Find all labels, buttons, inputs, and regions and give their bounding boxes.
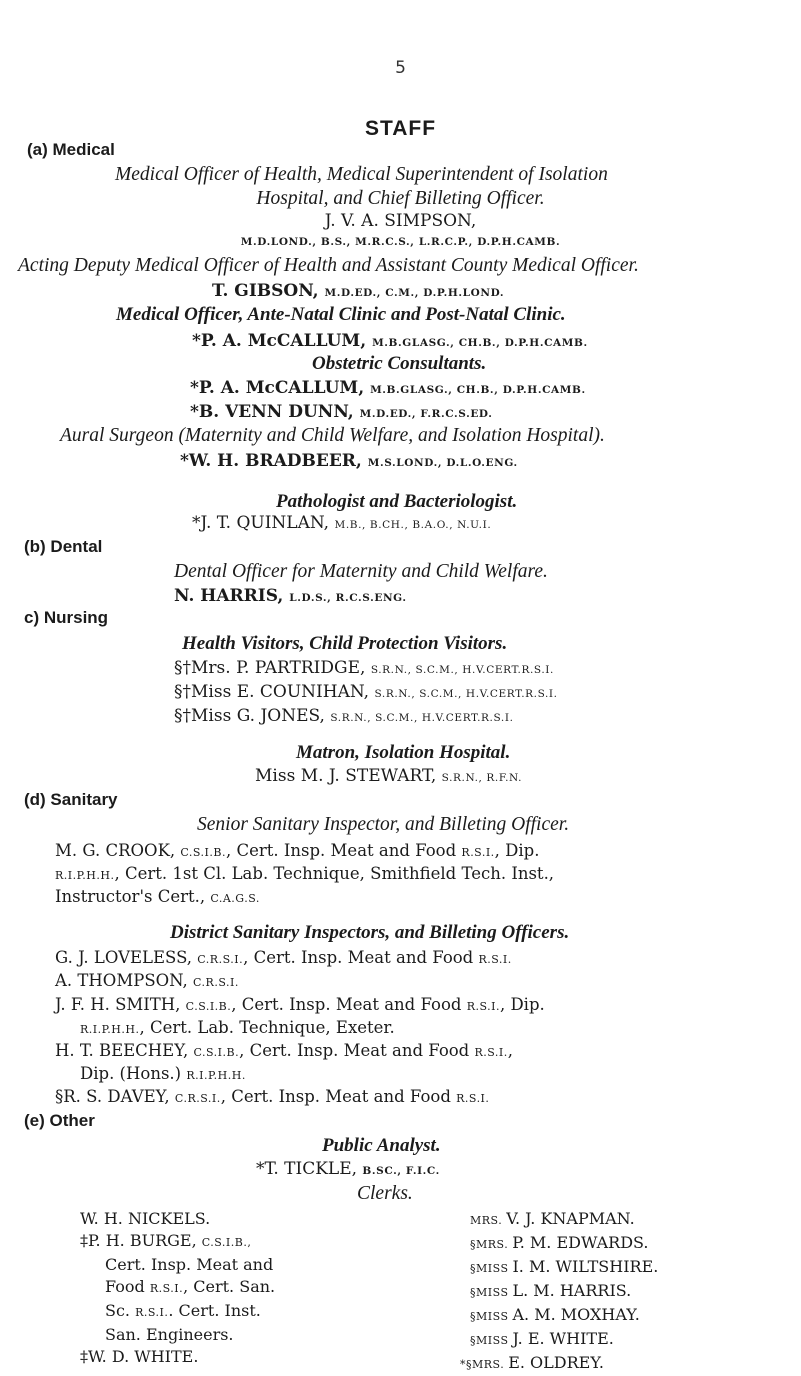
deputy-role: Acting Deputy Medical Officer of Health and Assistant County Medical Officer. <box>18 255 639 276</box>
health-visitor-1: §†Mrs. P. PARTRIDGE, S.R.N., S.C.M., H.V.CERT.R.S.I. <box>174 658 554 678</box>
district-inspector-2: A. THOMPSON, C.R.S.I. <box>55 971 239 990</box>
clerk-entry: ‡W. D. WHITE. <box>80 1347 199 1366</box>
section-heading-sanitary: (d) Sanitary <box>24 790 118 809</box>
clerk-entry: ‡P. H. BURGE, C.S.I.B., <box>80 1231 252 1250</box>
senior-inspector-line-1: M. G. CROOK, C.S.I.B., Cert. Insp. Meat and Food R.S.I., Dip. <box>55 841 540 860</box>
obstetric-name-1: *P. A. McCALLUM, M.B.GLASG., CH.B., D.P.H.CAMB. <box>190 378 586 398</box>
clerk-entry-cont: Cert. Insp. Meat and <box>105 1255 274 1274</box>
moh-role-line-2: Hospital, and Chief Billeting Officer. <box>256 188 545 209</box>
dental-name: N. HARRIS, L.D.S., R.C.S.ENG. <box>174 586 407 606</box>
moh-qualifications: M.D.LOND., B.S., M.R.C.S., L.R.C.P., D.P.H.CAMB. <box>240 236 561 248</box>
district-inspector-1: G. J. LOVELESS, C.R.S.I., Cert. Insp. Meat and Food R.S.I. <box>55 948 512 967</box>
aural-name: *W. H. BRADBEER, M.S.LOND., D.L.O.ENG. <box>180 451 518 471</box>
matron-name: Miss M. J. STEWART, S.R.N., R.F.N. <box>255 766 523 786</box>
clerks-heading: Clerks. <box>357 1183 413 1204</box>
obstetric-role: Obstetric Consultants. <box>312 353 487 374</box>
clerk-entry-cont: Sc. R.S.I.. Cert. Inst. <box>105 1301 261 1320</box>
clerk-entry: *§MRS. E. OLDREY. <box>460 1353 604 1372</box>
page-title: STAFF <box>364 117 437 140</box>
clerk-entry: §MRS. P. M. EDWARDS. <box>470 1233 649 1252</box>
pathologist-role: Pathologist and Bacteriologist. <box>276 491 518 512</box>
moh-name: J. V. A. SIMPSON, <box>324 211 477 231</box>
section-heading-dental: (b) Dental <box>24 537 103 556</box>
analyst-role: Public Analyst. <box>322 1135 441 1156</box>
clerk-entry-cont: Food R.S.I., Cert. San. <box>105 1277 276 1296</box>
clerk-entry: §MISS I. M. WILTSHIRE. <box>470 1257 659 1276</box>
health-visitor-3: §†Miss G. JONES, S.R.N., S.C.M., H.V.CERT.R.S.I. <box>174 706 514 726</box>
clerk-entry: §MISS L. M. HARRIS. <box>470 1281 632 1300</box>
section-heading-medical: (a) Medical <box>27 140 115 159</box>
matron-role: Matron, Isolation Hospital. <box>296 742 511 763</box>
section-heading-nursing: c) Nursing <box>24 608 109 627</box>
deputy-name: T. GIBSON, M.D.ED., C.M., D.P.H.LOND. <box>212 281 505 301</box>
analyst-name: *T. TICKLE, B.SC., F.I.C. <box>256 1159 440 1179</box>
section-heading-other: (e) Other <box>24 1111 95 1130</box>
moh-role-line-1: Medical Officer of Health, Medical Superintendent of Isolation <box>115 164 608 185</box>
senior-inspector-role: Senior Sanitary Inspector, and Billeting Officer. <box>197 814 570 835</box>
district-inspector-5: §R. S. DAVEY, C.R.S.I., Cert. Insp. Meat and Food R.S.I. <box>55 1087 490 1106</box>
clerks-left-column <box>80 1208 275 1368</box>
senior-inspector-line-3: Instructor's Cert., C.A.G.S. <box>55 887 260 906</box>
aural-role: Aural Surgeon (Maternity and Child Welfare, and Isolation Hospital). <box>60 425 605 446</box>
senior-inspector-line-2: R.I.P.H.H., Cert. 1st Cl. Lab. Technique, Smithfield Tech. Inst., <box>55 864 555 883</box>
clerk-entry: §MISS A. M. MOXHAY. <box>470 1305 640 1324</box>
district-inspector-4-cont: Dip. (Hons.) R.I.P.H.H. <box>80 1064 246 1083</box>
pathologist-name: *J. T. QUINLAN, M.B., B.CH., B.A.O., N.U.I. <box>192 513 492 533</box>
health-visitors-role: Health Visitors, Child Protection Visitors. <box>182 633 508 654</box>
district-inspector-3: J. F. H. SMITH, C.S.I.B., Cert. Insp. Meat and Food R.S.I., Dip. <box>55 995 545 1014</box>
page-number: 5 <box>395 58 406 78</box>
clerk-entry: MRS. V. J. KNAPMAN. <box>470 1209 635 1228</box>
obstetric-name-2: *B. VENN DUNN, M.D.ED., F.R.C.S.ED. <box>190 402 493 422</box>
district-inspector-4: H. T. BEECHEY, C.S.I.B., Cert. Insp. Meat and Food R.S.I., <box>55 1041 514 1060</box>
antenatal-role: Medical Officer, Ante-Natal Clinic and Post-Natal Clinic. <box>116 304 566 325</box>
district-inspectors-role: District Sanitary Inspectors, and Billeting Officers. <box>170 922 570 943</box>
clerks-right-column <box>460 1208 659 1376</box>
antenatal-name: *P. A. McCALLUM, M.B.GLASG., CH.B., D.P.H.CAMB. <box>192 331 588 351</box>
district-inspector-3-cont: R.I.P.H.H., Cert. Lab. Technique, Exeter. <box>80 1018 395 1037</box>
clerk-entry: W. H. NICKELS. <box>80 1209 211 1228</box>
clerk-entry: §MISS J. E. WHITE. <box>470 1329 614 1348</box>
dental-role: Dental Officer for Maternity and Child Welfare. <box>174 561 548 582</box>
clerk-entry-cont: San. Engineers. <box>105 1325 234 1344</box>
health-visitor-2: §†Miss E. COUNIHAN, S.R.N., S.C.M., H.V.CERT.R.S.I. <box>174 682 558 702</box>
